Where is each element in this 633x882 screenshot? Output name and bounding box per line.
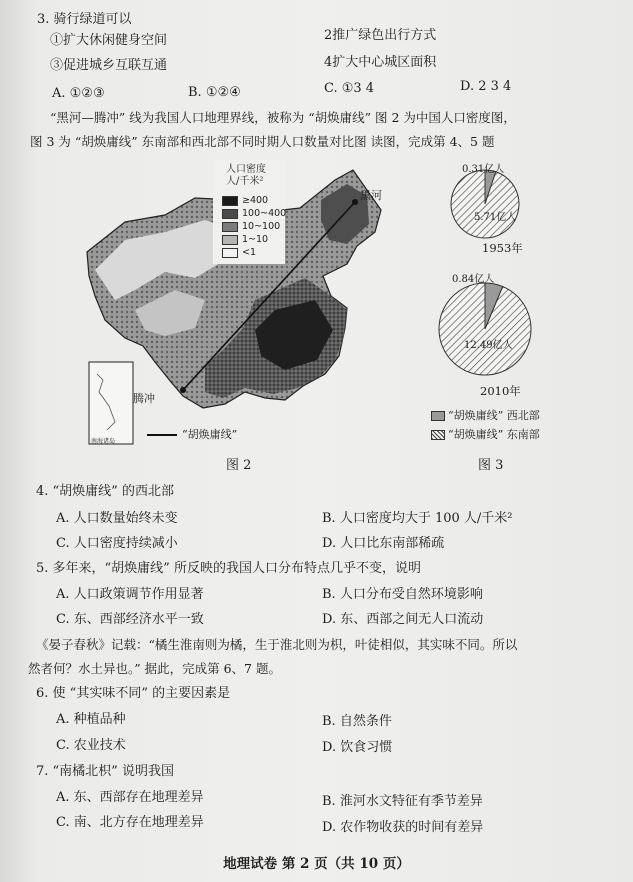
map-legend-item	[222, 203, 287, 219]
legend-swatch-nw	[431, 411, 445, 421]
q3-option-1: ①扩大休闲健身空间	[50, 33, 168, 48]
q7-option-a: A. 东、西部存在地理差异	[56, 790, 204, 805]
legend-label-nw: “胡焕庸线” 西北部	[448, 409, 540, 422]
q3-stem: 3. 骑行绿道可以	[37, 12, 132, 27]
pie-slice-southeast	[451, 170, 519, 238]
q4-stem: 4. “胡焕庸线” 的西北部	[36, 484, 174, 499]
intro-line-1: “黑河—腾冲” 线为我国人口地理界线，被称为 “胡焕庸线” 图 2 为中国人口密度图，	[50, 110, 516, 125]
q5-option-b: B. 人口分布受自然环境影响	[322, 587, 483, 602]
legend-swatch-se	[431, 430, 445, 440]
map-legend-title: 人口密度	[226, 164, 266, 175]
line-legend-label: “胡焕庸线”	[182, 428, 238, 441]
inset-label: 南海诸岛	[91, 438, 116, 445]
q3-option-3: ③促进城乡互联互通	[50, 58, 168, 73]
q6-option-c: C. 农业技术	[56, 738, 126, 753]
map-legend-label: ≥400	[242, 195, 269, 206]
q5-stem: 5. 多年来，“胡焕庸线” 所反映的我国人口分布特点几乎不变，说明	[36, 561, 421, 576]
q6-option-a: A. 种植品种	[56, 712, 126, 727]
passage-line-1: 《晏子春秋》记载：“橘生淮南则为橘，生于淮北则为枳，叶徒相似，其实味不同。所以	[36, 637, 518, 652]
map-legend-label: <1	[242, 247, 257, 258]
pie-2010-title: 2010年	[480, 384, 521, 398]
pie-1953-se-value: 5.71亿人	[474, 212, 517, 223]
q3-choice-a: A. ①②③	[52, 86, 105, 101]
q5-option-a: A. 人口政策调节作用显著	[56, 587, 204, 602]
q3-option-4: 4扩大中心城区面积	[324, 55, 437, 70]
q6-stem: 6. 使 “其实味不同” 的主要因素是	[36, 686, 231, 701]
q4-option-d: D. 人口比东南部稀疏	[322, 536, 445, 551]
label-tengchong: 腾冲	[133, 392, 155, 405]
map-legend-label: 1~10	[242, 234, 269, 245]
q3-choice-c: C. ①3 4	[324, 81, 375, 96]
q4-option-a: A. 人口数量始终未变	[56, 511, 178, 526]
q7-option-b: B. 淮河水文特征有季节差异	[322, 794, 483, 809]
page-footer: 地理试卷 第 2 页（共 10 页）	[223, 856, 410, 872]
map-legend-label: 10~100	[242, 221, 281, 232]
pie-slice-southeast	[439, 283, 531, 375]
map-legend-swatch	[222, 248, 238, 258]
intro-line-2: 图 3 为 “胡焕庸线” 东南部和西北部不同时期人口数量对比图 读图，完成第 4、5 题	[30, 134, 495, 149]
q3-option-2: 2推广绿色出行方式	[324, 28, 437, 43]
figure-3-caption: 图 3	[478, 458, 504, 473]
legend-label-se: “胡焕庸线” 东南部	[448, 428, 540, 441]
pie-2010-nw-value: 0.84亿人	[452, 274, 495, 285]
pie-1953-title: 1953年	[482, 241, 523, 255]
map-legend-item	[222, 190, 269, 206]
q5-option-d: D. 东、西部之间无人口流动	[322, 612, 484, 627]
map-legend-item	[222, 242, 257, 258]
figure-2-caption: 图 2	[226, 458, 252, 473]
q6-option-d: D. 饮食习惯	[322, 740, 393, 755]
pie-1953-nw-value: 0.31亿人	[462, 164, 505, 175]
q6-option-b: B. 自然条件	[322, 714, 392, 729]
q7-option-c: C. 南、北方存在地理差异	[56, 815, 204, 830]
map-legend-item	[222, 229, 269, 245]
pie-2010-se-value: 12.49亿人	[464, 340, 513, 351]
q7-stem: 7. “南橘北枳” 说明我国	[36, 764, 174, 779]
q4-option-b: B. 人口密度均大于 100 人/千米²	[322, 511, 513, 526]
q4-option-c: C. 人口密度持续减小	[56, 536, 178, 551]
q7-option-d: D. 农作物收获的时间有差异	[322, 820, 484, 835]
q5-option-c: C. 东、西部经济水平一致	[56, 612, 204, 627]
passage-line-2: 然者何？水土异也。” 据此，完成第 6、7 题。	[28, 661, 281, 676]
map-legend-item	[222, 216, 281, 232]
label-heihe: 黑河	[360, 189, 382, 202]
q3-choice-b: B. ①②④	[188, 85, 241, 100]
map-legend-label: 100~400	[242, 208, 287, 219]
q3-choice-d: D. 2 3 4	[460, 79, 512, 94]
map-legend-unit: 人/千米²	[226, 176, 264, 187]
